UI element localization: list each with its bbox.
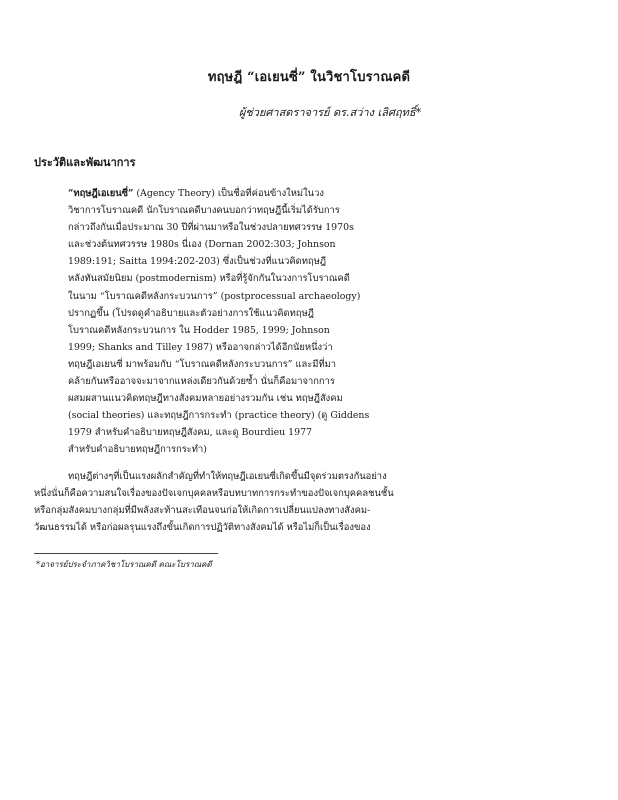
paragraph-line: กล่าวถึงกันเมื่อประมาณ 30 ปีที่ผ่านมาหรือในช่วงปลายทศวรรษ 1970s <box>68 222 354 234</box>
paragraph-line: วิชาการโบราณคดี นักโบราณคดีบางคนบอกว่าทฤษฎีนี้เริ่มได้รับการ <box>68 205 340 217</box>
paragraph-line <box>68 185 393 202</box>
paragraph-line: ผสมผสานแนวคิดทฤษฎีทางสังคมหลายอย่างรวมกัน เช่น ทฤษฎีสังคม <box>68 393 343 405</box>
paragraph-line: สำหรับคำอธิบายทฤษฎีการกระทำ) <box>68 444 207 456</box>
paragraph-line: (social theories) และทฤษฎีการกระทำ (practice theory) (ดู Giddens <box>68 410 370 422</box>
paragraph-line: หนึ่งนั่นก็คือความสนใจเรื่องของปัจเจกบุคคลหรือบทบาทการกระทำของปัจเจกบุคคลชนชั้น <box>34 488 394 499</box>
footnote: *อาจารย์ประจำภาควิชาโบราณคดี คณะโบราณคดี <box>36 560 212 569</box>
paragraph-1 <box>68 185 393 459</box>
paragraph-line: หรือกลุ่มสังคมบางกลุ่มที่มีพลังสะท้านสะเทือนจนก่อให้เกิดการเปลี่ยนแปลงทางสังคม- <box>34 505 371 516</box>
article-title: ทฤษฎี “เอเยนซี่” ในวิชาโบราณคดี <box>207 70 411 85</box>
lead-term: “ทฤษฎีเอเยนซี่” <box>68 188 134 199</box>
paragraph-line: คล้ายกันหรืออาจจะมาจากแหล่งเดียวกันด้วยซ้ำ นั่นก็คือมาจากการ <box>68 376 335 388</box>
section-heading: ประวัติและพัฒนาการ <box>34 156 136 169</box>
paragraph-line: ทฤษฎีต่างๆที่เป็นแรงผลักสำคัญที่ทำให้ทฤษฎีเอเยนซี่เกิดขึ้นมีจุดร่วมตรงกันอย่าง <box>68 471 387 482</box>
paragraph-line: และช่วงต้นทศวรรษ 1980s นี่เอง (Dornan 2002:303; Johnson <box>68 239 336 251</box>
paragraph-line: 1999; Shanks and Tilley 1987) หรืออาจกล่าวได้อีกนัยหนึ่งว่า <box>68 341 333 353</box>
paragraph-line: ในนาม “โบราณคดีหลังกระบวนการ” (postprocessual archaeology) <box>68 290 361 302</box>
paragraph-line-text: (Agency Theory) เป็นชื่อที่ค่อนข้างใหม่ในวง <box>133 188 324 199</box>
paragraph-line: วัฒนธรรมได้ หรือก่อผลรุนแรงถึงขั้นเกิดการปฏิวัติทางสังคมได้ หรือไม่ก็เป็นเรื่องของ <box>34 522 371 533</box>
paragraph-line: 1989:191; Saitta 1994:202-203) ซึ่งเป็นช่วงที่แนวคิดทฤษฎี <box>68 256 327 268</box>
author-line: ผู้ช่วยศาสตราจารย์ ดร.สว่าง เลิศฤทธิ์* <box>238 106 422 119</box>
paragraph-line: หลังทันสมัยนิยม (postmodernism) หรือที่รู้จักกันในวงการโบราณคดี <box>68 273 350 285</box>
paragraph-line: 1979 สำหรับคำอธิบายทฤษฎีสังคม, และดู Bourdieu 1977 <box>68 427 312 439</box>
paragraph-line: ปรากฏขึ้น (โปรดดูคำอธิบายและตัวอย่างการใช้แนวคิดทฤษฎี <box>68 307 314 319</box>
paragraph-line: ทฤษฎีเอเยนซี่ มาพร้อมกับ “โบราณคดีหลังกระบวนการ” และมีที่มา <box>68 358 337 370</box>
footnote-divider <box>34 553 218 554</box>
paragraph-line: โบราณคดีหลังกระบวนการ ใน Hodder 1985, 1999; Johnson <box>68 324 330 336</box>
paragraph-2 <box>34 468 394 536</box>
